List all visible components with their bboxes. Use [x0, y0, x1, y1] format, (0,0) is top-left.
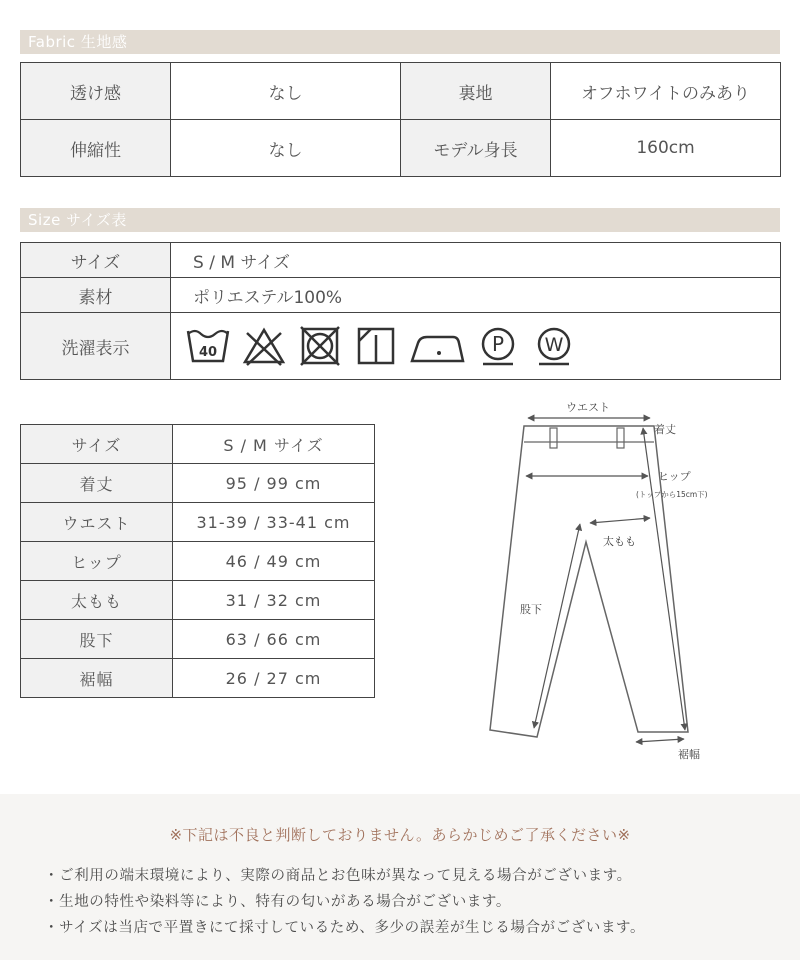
notice-line-2: ・生地の特性や染料等により、特有の匂いがある場合がございます。	[44, 894, 511, 910]
table-row	[21, 278, 781, 313]
table-row	[21, 243, 781, 278]
line-dry-shade-icon	[353, 325, 399, 367]
hip-label: ヒップ	[21, 542, 173, 581]
measure-size-label: サイズ	[21, 425, 173, 464]
fabric-table	[20, 62, 781, 177]
thigh-diagram-label: 太もも	[603, 535, 636, 548]
wash-temperature: 40	[198, 345, 218, 360]
no-tumble-dry-icon	[297, 325, 343, 367]
pants-diagram	[480, 392, 780, 772]
model-height-label: モデル身長	[401, 120, 551, 177]
wet-clean-letter: W	[544, 334, 564, 356]
table-row	[21, 659, 375, 698]
hem-arrow	[636, 739, 684, 742]
notice-line-1: ・ご利用の端末環境により、実際の商品とお色味が異なって見える場合がございます。	[44, 868, 632, 884]
lining-label: 裏地	[401, 63, 551, 120]
low-iron-icon	[409, 325, 465, 367]
measurement-table	[20, 424, 375, 698]
model-height-value: 160cm	[551, 120, 781, 177]
table-row	[21, 503, 375, 542]
hip-value: 46 / 49 cm	[173, 542, 375, 581]
thigh-arrow	[590, 518, 650, 523]
lining-value: オフホワイトのみあり	[551, 63, 781, 120]
waist-value: 31-39 / 33-41 cm	[173, 503, 375, 542]
material-label: 素材	[21, 278, 171, 313]
size-label: サイズ	[21, 243, 171, 278]
hem-label: 裾幅	[21, 659, 173, 698]
stretch-label: 伸縮性	[21, 120, 171, 177]
waist-diagram-label: ウエスト	[566, 401, 610, 414]
notice-line-3: ・サイズは当店で平置きにて採寸しているため、多少の誤差が生じる場合がございます。	[44, 920, 646, 936]
no-bleach-icon	[241, 325, 287, 367]
see-through-label: 透け感	[21, 63, 171, 120]
size-section-header: Size サイズ表	[20, 208, 780, 232]
inseam-diagram-label: 股下	[520, 603, 542, 616]
thigh-label: 太もも	[21, 581, 173, 620]
inseam-arrow	[534, 524, 580, 728]
notice-box	[0, 794, 800, 960]
see-through-value: なし	[171, 63, 401, 120]
fabric-section-header: Fabric 生地感	[20, 30, 780, 54]
length-diagram-label: 着丈	[654, 423, 676, 436]
table-row	[21, 120, 781, 177]
thigh-value: 31 / 32 cm	[173, 581, 375, 620]
notice-title: ※下記は不良と判断しておりません。あらかじめご了承ください※	[169, 826, 631, 844]
hem-diagram-label: 裾幅	[678, 748, 700, 761]
table-row	[21, 425, 375, 464]
waist-label: ウエスト	[21, 503, 173, 542]
length-value: 95 / 99 cm	[173, 464, 375, 503]
table-row	[21, 464, 375, 503]
hem-value: 26 / 27 cm	[173, 659, 375, 698]
care-label: 洗濯表示	[21, 313, 171, 380]
table-row	[21, 63, 781, 120]
belt-loop-right	[617, 428, 624, 448]
inseam-value: 63 / 66 cm	[173, 620, 375, 659]
wet-clean-w-icon	[531, 325, 577, 367]
hip-diagram-note: (トップから15cm下)	[636, 490, 708, 499]
material-value: ポリエステル100%	[171, 278, 781, 313]
care-icons	[175, 325, 780, 367]
table-row	[21, 581, 375, 620]
measure-size-value: S / M サイズ	[173, 425, 375, 464]
size-value: S / M サイズ	[171, 243, 781, 278]
dry-clean-p-icon	[475, 325, 521, 367]
table-row	[21, 620, 375, 659]
size-info-table	[20, 242, 781, 380]
table-row	[21, 313, 781, 380]
wash-40-icon	[185, 325, 231, 367]
belt-loop-left	[550, 428, 557, 448]
hip-diagram-label: ヒップ	[658, 470, 691, 483]
inseam-label: 股下	[21, 620, 173, 659]
stretch-value: なし	[171, 120, 401, 177]
length-label: 着丈	[21, 464, 173, 503]
table-row	[21, 542, 375, 581]
care-icons-cell	[171, 313, 781, 380]
dry-clean-letter: P	[491, 332, 505, 356]
